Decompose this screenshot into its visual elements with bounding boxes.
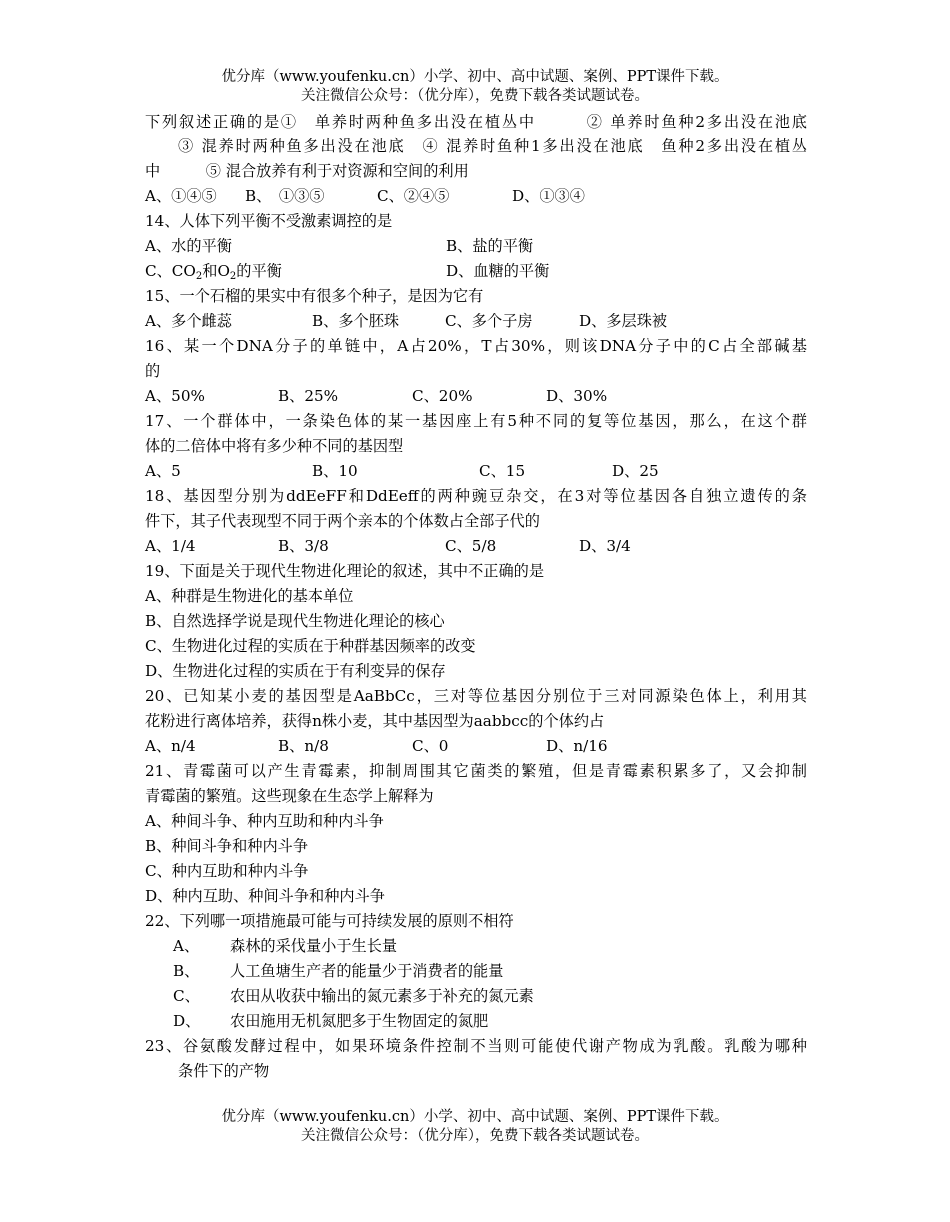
q20-line-2: 花粉进行离体培养，获得n株小麦，其中基因型为aabbcc的个体约占 [145, 712, 605, 730]
q17-option-a: A、5 [145, 462, 181, 480]
q19-option-b: B、自然选择学说是现代生物进化理论的核心 [145, 612, 445, 630]
q13-line-1: 下列叙述正确的是① 单养时两种鱼多出没在植丛中 ② 单养时鱼种2多出没在池底 [145, 113, 807, 131]
q13-line-2: ③ 混养时两种鱼多出没在池底 ④ 混养时鱼种1多出没在池底 鱼种2多出没在植丛 [178, 137, 807, 155]
q21-option-d: D、种内互助、种间斗争和种内斗争 [145, 887, 385, 905]
q22-letter-c: C、 [173, 987, 200, 1005]
q17-line-2: 体的二倍体中将有多少种不同的基因型 [145, 437, 404, 455]
q13-option-c: C、②④⑤ [377, 187, 450, 205]
q14-option-a: A、水的平衡 [145, 237, 232, 255]
q18-line-1: 18、基因型分别为ddEeFF和DdEeff的两种豌豆杂交，在3对等位基因各自独立遗传的条 [145, 487, 807, 505]
q16-line-2: 的 [145, 362, 161, 380]
q20-option-c: C、0 [412, 737, 449, 755]
q16-option-d: D、30% [546, 387, 608, 405]
q22-letter-a: A、 [173, 937, 200, 955]
q21-option-b: B、种间斗争和种内斗争 [145, 837, 309, 855]
q16-line-1: 16、某一个DNA分子的单链中，A占20%，T占30%，则该DNA分子中的C占全部碱基 [145, 337, 807, 355]
q16-option-a: A、50% [145, 387, 205, 405]
header-line-2: 关注微信公众号：（优分库），免费下载各类试题试卷。 [301, 88, 649, 104]
q18-option-c: C、5/8 [445, 537, 497, 555]
q23-line-2: 条件下的产物 [178, 1062, 270, 1080]
q22-stem: 22、下列哪一项措施最可能与可持续发展的原则不相符 [145, 912, 514, 930]
q15-option-d: D、多层珠被 [579, 312, 668, 330]
q13-line-3: 中 ⑤ 混合放养有利于对资源和空间的利用 [145, 162, 469, 180]
q17-option-b: B、10 [312, 462, 358, 480]
q22-option-a: 森林的采伐量小于生长量 [230, 937, 398, 955]
q13-option-b: B、 ①③⑤ [245, 187, 325, 205]
q20-option-a: A、n/4 [145, 737, 196, 755]
q21-line-1: 21、青霉菌可以产生青霉素，抑制周围其它菌类的繁殖，但是青霉素积累多了，又会抑制 [145, 762, 807, 780]
q15-option-c: C、多个子房 [445, 312, 533, 330]
q14-option-b: B、盐的平衡 [446, 237, 534, 255]
header-line-1: 优分库（www.youfenku.cn）小学、初中、高中试题、案例、PPT课件下载。 [221, 69, 729, 85]
q19-stem: 19、下面是关于现代生物进化理论的叙述，其中不正确的是 [145, 562, 545, 580]
q22-option-d: 农田施用无机氮肥多于生物固定的氮肥 [230, 1012, 489, 1030]
q19-option-c: C、生物进化过程的实质在于种群基因频率的改变 [145, 637, 476, 655]
q16-option-c: C、20% [412, 387, 473, 405]
footer-line-2: 关注微信公众号：（优分库），免费下载各类试题试卷。 [301, 1128, 649, 1144]
q15-stem: 15、一个石榴的果实中有很多个种子，是因为它有 [145, 287, 484, 305]
q21-line-2: 青霉菌的繁殖。这些现象在生态学上解释为 [145, 787, 434, 805]
q18-line-2: 件下，其子代表现型不同于两个亲本的个体数占全部子代的 [145, 512, 540, 530]
q13-option-a: A、①④⑤ [145, 187, 217, 205]
q19-option-d: D、生物进化过程的实质在于有利变异的保存 [145, 662, 446, 680]
q18-option-d: D、3/4 [579, 537, 631, 555]
q22-option-b: 人工鱼塘生产者的能量少于消费者的能量 [230, 962, 504, 980]
q20-option-b: B、n/8 [278, 737, 329, 755]
q21-option-c: C、种内互助和种内斗争 [145, 862, 309, 880]
q18-option-b: B、3/8 [278, 537, 329, 555]
q23-line-1: 23、谷氨酸发酵过程中，如果环境条件控制不当则可能使代谢产物成为乳酸。乳酸为哪种 [145, 1037, 807, 1055]
q14-option-c: C、$CO_2$和$O_2$的平衡 [145, 262, 282, 282]
q21-option-a: A、种间斗争、种内互助和种内斗争 [145, 812, 384, 830]
q16-option-b: B、25% [278, 387, 339, 405]
q18-option-a: A、1/4 [145, 537, 196, 555]
q19-option-a: A、种群是生物进化的基本单位 [145, 587, 354, 605]
q17-option-d: D、25 [612, 462, 659, 480]
q14-stem: 14、人体下列平衡不受激素调控的是 [145, 212, 393, 230]
q17-line-1: 17、一个群体中，一条染色体的某一基因座上有5种不同的复等位基因，那么，在这个群 [145, 412, 807, 430]
q20-line-1: 20、已知某小麦的基因型是AaBbCc，三对等位基因分别位于三对同源染色体上，利用其 [145, 687, 807, 705]
footer-line-1: 优分库（www.youfenku.cn）小学、初中、高中试题、案例、PPT课件下载。 [221, 1109, 729, 1125]
q22-letter-b: B、 [173, 962, 200, 980]
q14-option-d: D、血糖的平衡 [446, 262, 550, 280]
q17-option-c: C、15 [479, 462, 526, 480]
q22-option-c: 农田从收获中输出的氮元素多于补充的氮元素 [230, 987, 534, 1005]
q13-option-d: D、①③④ [512, 187, 585, 205]
q22-letter-d: D、 [173, 1012, 201, 1030]
q15-option-a: A、多个雌蕊 [145, 312, 232, 330]
q20-option-d: D、n/16 [546, 737, 608, 755]
q15-option-b: B、多个胚珠 [312, 312, 400, 330]
